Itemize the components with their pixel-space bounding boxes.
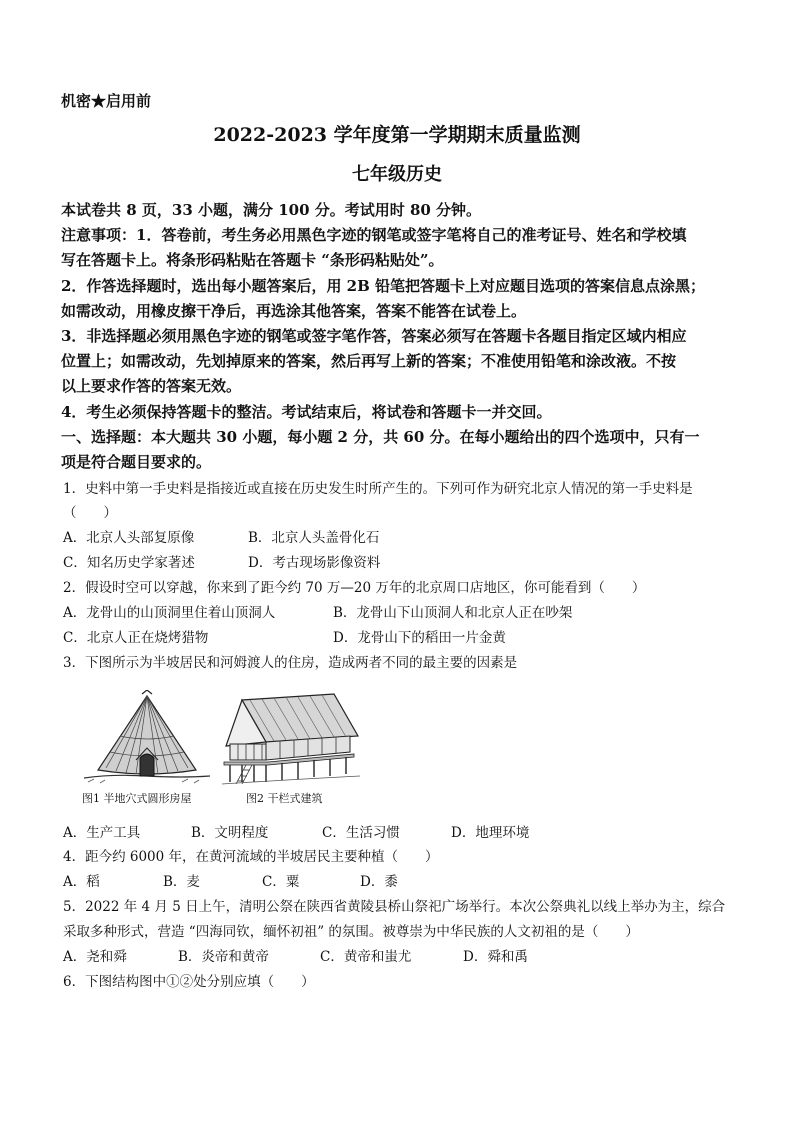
option-b: B．北京人头盖骨化石: [248, 530, 380, 546]
instruction-line: 注意事项：1．答卷前，考生务必用黑色字迹的钢笔或签字笔将自己的准考证号、姓名和学校填: [61, 226, 687, 244]
question-stem: 1．史料中第一手史料是指接近或直接在历史发生时所产生的。下列可作为研究北京人情况的第一手史料是: [63, 481, 693, 497]
instruction-line: 以上要求作答的答案无效。: [61, 377, 242, 395]
instruction-line: 3．非选择题必须用黑色字迹的钢笔或签字笔作答，答案必须写在答题卡各题目指定区域内相应: [61, 327, 687, 345]
option-c: C．粟: [262, 874, 300, 890]
option-d: D．考古现场影像资料: [248, 555, 381, 571]
option-d: D．龙骨山下的稻田一片金黄: [333, 630, 506, 646]
option-b: B．炎帝和黄帝: [178, 949, 269, 965]
question-stem: 6．下图结构图中①②处分别应填（ ）: [63, 974, 315, 990]
option-c: C．北京人正在烧烤猎物: [63, 630, 209, 646]
question-stem: 采取多种形式，营造 “四海同钦，缅怀初祖” 的氛围。被尊崇为中华民族的人文初祖的是（ ）: [63, 924, 639, 940]
instruction-line: 2．作答选择题时，选出每小题答案后，用 2B 铅笔把答题卡上对应题目选项的答案信息点涂黑；: [61, 277, 706, 295]
option-c: C．黄帝和蚩尤: [320, 949, 412, 965]
question-stem: 5．2022 年 4 月 5 日上午，清明公祭在陕西省黄陵县桥山祭祀广场举行。本次公祭典礼以线上举办为主，综合: [63, 899, 726, 915]
option-b: B．文明程度: [191, 825, 269, 841]
round-hut-figure: [82, 690, 212, 788]
exam-title: 2022-2023 学年度第一学期期末质量监测: [213, 124, 581, 146]
option-a: A．尧和舜: [63, 949, 127, 965]
question-stem: 4．距今约 6000 年，在黄河流域的半坡居民主要种植（ ）: [63, 849, 439, 865]
option-d: D．舜和禹: [463, 949, 528, 965]
section-heading: 项是符合题目要求的。: [61, 453, 212, 471]
option-c: C．生活习惯: [322, 825, 400, 841]
figure-caption: 图1 半地穴式圆形房屋: [82, 792, 192, 805]
instruction-line: 如需改动，用橡皮擦干净后，再选涂其他答案，答案不能答在试卷上。: [61, 302, 527, 320]
instruction-line: 4．考生必须保持答题卡的整洁。考试结束后，将试卷和答题卡一并交回。: [61, 403, 552, 421]
stilt-house-figure: [222, 690, 362, 788]
option-a: A．龙骨山的山顶洞里住着山顶洞人: [63, 605, 276, 621]
option-d: D．黍: [360, 874, 398, 890]
instruction-line: 本试卷共 8 页，33 小题，满分 100 分。考试用时 80 分钟。: [61, 201, 482, 219]
figure-caption: 图2 干栏式建筑: [246, 792, 323, 805]
instruction-line: 位置上；如需改动，先划掉原来的答案，然后再写上新的答案；不准使用铅笔和涂改液。不按: [61, 352, 677, 370]
question-stem: 3．下图所示为半坡居民和河姆渡人的住房，造成两者不同的最主要的因素是: [63, 655, 518, 671]
question-stem: 2．假设时空可以穿越，你来到了距今约 70 万—20 万年的北京周口店地区，你可能看到（ ）: [63, 580, 646, 596]
exam-subtitle: 七年级历史: [352, 164, 442, 185]
option-a: A．北京人头部复原像: [63, 530, 195, 546]
section-heading: 一、选择题：本大题共 30 小题，每小题 2 分，共 60 分。在每小题给出的四个选项中，只有一: [61, 428, 700, 446]
option-b: B．龙骨山下山顶洞人和北京人正在吵架: [333, 605, 573, 621]
question-stem: （ ）: [63, 505, 117, 521]
option-b: B．麦: [163, 874, 200, 890]
confidential-label: 机密★启用前: [61, 92, 152, 110]
option-d: D．地理环境: [451, 825, 530, 841]
option-c: C．知名历史学家著述: [63, 555, 195, 571]
instruction-line: 写在答题卡上。将条形码粘贴在答题卡 “条形码粘贴处”。: [61, 251, 444, 269]
option-a: A．生产工具: [63, 825, 141, 841]
option-a: A．稻: [63, 874, 100, 890]
